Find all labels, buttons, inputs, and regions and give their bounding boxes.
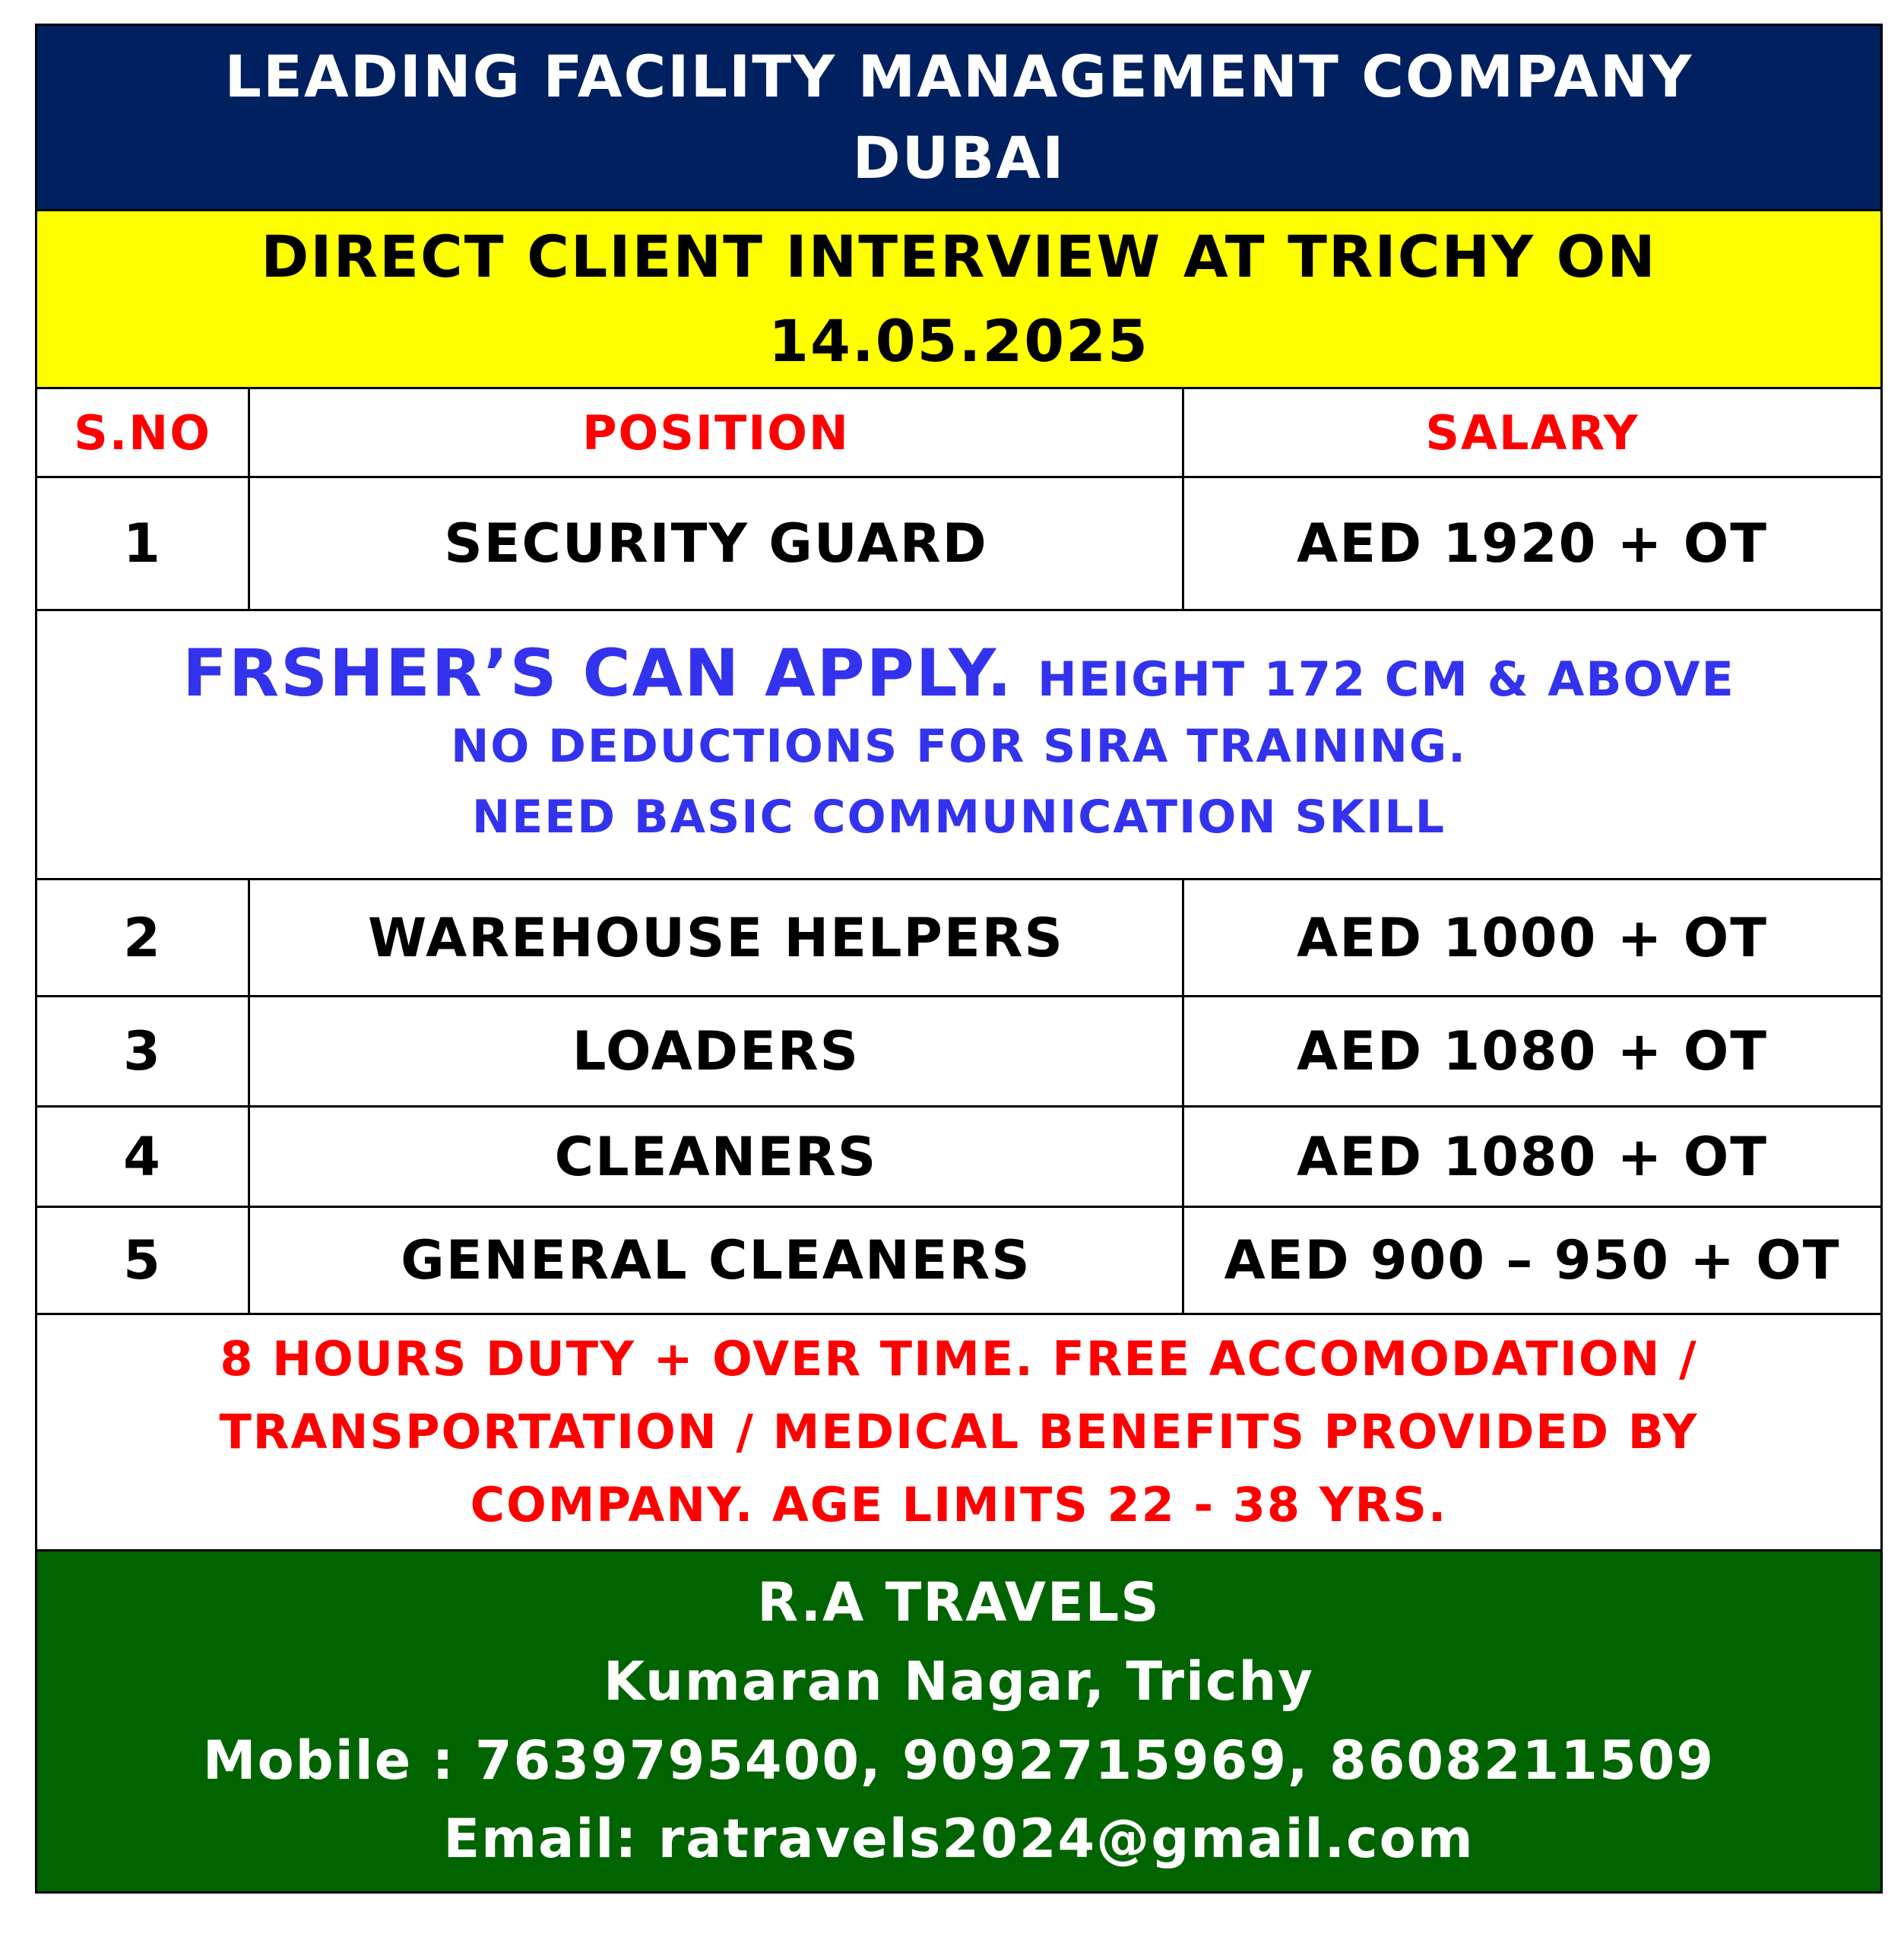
agency-mobile: Mobile : 7639795400, 9092715969, 8608211509	[202, 1729, 1716, 1792]
row-sno: 4	[37, 1108, 250, 1206]
sira-training-note: NO DEDUCTIONS FOR SIRA TRAINING.	[451, 719, 1467, 773]
interview-banner	[37, 211, 1880, 389]
communication-note: NEED BASIC COMMUNICATION SKILL	[472, 790, 1446, 844]
row-sno: 5	[37, 1208, 250, 1313]
row-salary: AED 1000 + OT	[1297, 906, 1768, 969]
row-sno: 3	[37, 997, 250, 1105]
row-position: LOADERS	[250, 997, 1184, 1105]
row-position: SECURITY GUARD	[250, 478, 1184, 609]
contact-footer	[37, 1551, 1880, 1891]
company-location: DUBAI	[852, 123, 1066, 192]
row-salary: AED 1920 + OT	[1297, 512, 1768, 575]
column-header-salary: SALARY	[1425, 404, 1639, 461]
freshers-headline: FRSHER’S CAN APPLY.	[182, 635, 1013, 712]
interview-date: 14.05.2025	[768, 306, 1149, 375]
row-salary: AED 1080 + OT	[1297, 1125, 1768, 1188]
row-sno: 2	[37, 880, 250, 995]
table-row	[37, 1108, 1880, 1208]
job-poster	[35, 24, 1883, 1894]
row-sno: 1	[37, 478, 250, 609]
benefits-line-3: COMPANY. AGE LIMITS 22 - 38 YRS.	[470, 1477, 1448, 1533]
table-row	[37, 880, 1880, 997]
company-header	[37, 26, 1880, 211]
table-row	[37, 478, 1880, 609]
row-salary: AED 900 – 950 + OT	[1224, 1229, 1841, 1292]
benefits-line-1: 8 HOURS DUTY + OVER TIME. FREE ACCOMODATION /	[220, 1330, 1698, 1387]
interview-title: DIRECT CLIENT INTERVIEW AT TRICHY ON	[261, 223, 1657, 291]
security-guard-note	[37, 609, 1880, 880]
height-requirement: HEIGHT 172 CM & ABOVE	[1037, 651, 1735, 708]
table-row	[37, 1208, 1880, 1313]
company-title: LEADING FACILITY MANAGEMENT COMPANY	[224, 43, 1693, 111]
benefits-line-2: TRANSPORTATION / MEDICAL BENEFITS PROVIDED BY	[219, 1403, 1699, 1460]
table-header-row	[37, 389, 1880, 478]
column-header-sno: S.NO	[37, 389, 250, 476]
row-position: CLEANERS	[250, 1108, 1184, 1206]
row-position: WAREHOUSE HELPERS	[250, 880, 1184, 995]
column-header-position: POSITION	[250, 389, 1184, 476]
table-row	[37, 997, 1880, 1108]
agency-email: Email: ratravels2024@gmail.com	[443, 1808, 1475, 1871]
agency-name: R.A TRAVELS	[757, 1571, 1161, 1634]
agency-address: Kumaran Nagar, Trichy	[604, 1650, 1314, 1713]
row-salary: AED 1080 + OT	[1297, 1020, 1768, 1082]
benefits-note	[37, 1313, 1880, 1551]
row-position: GENERAL CLEANERS	[250, 1208, 1184, 1313]
